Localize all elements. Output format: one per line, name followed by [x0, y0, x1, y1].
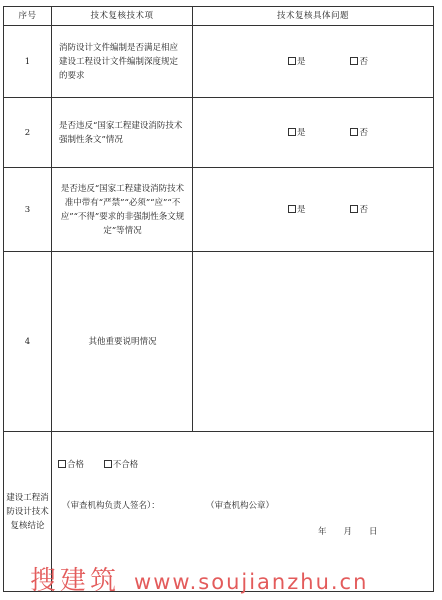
checkbox-icon: [288, 57, 296, 65]
fail-label: 不合格: [112, 460, 139, 470]
table-row: [4, 252, 434, 432]
technical-review-table: [3, 6, 434, 592]
conclusion-options: [58, 458, 155, 472]
checkbox-icon: [58, 460, 66, 468]
yes-option[interactable]: [288, 203, 306, 217]
header-item: 技术复核技术项: [52, 7, 193, 26]
row-number: 1: [4, 26, 52, 98]
row-answer: [193, 168, 434, 252]
fail-option[interactable]: [104, 460, 139, 470]
no-option[interactable]: [350, 55, 368, 69]
signature-line: （审查机构负责人签名）：: [62, 501, 160, 511]
checkbox-icon: [350, 205, 358, 213]
row-number: 3: [4, 168, 52, 252]
row-number: 4: [4, 252, 52, 432]
row-item-text: 其他重要说明情况: [52, 252, 193, 432]
date-line: 年 月 日: [318, 527, 378, 537]
checkbox-icon: [288, 128, 296, 136]
no-label: 否: [359, 127, 368, 138]
no-label: 否: [359, 204, 368, 215]
checkbox-icon: [288, 205, 296, 213]
watermark-url: www.soujianzhu.cn: [134, 570, 369, 594]
table-row: [4, 26, 434, 98]
pass-option[interactable]: [58, 460, 84, 470]
yes-option[interactable]: [288, 55, 306, 69]
no-option[interactable]: [350, 203, 368, 217]
header-no: 序号: [4, 7, 52, 26]
yes-option[interactable]: [288, 126, 306, 140]
watermark-cn: 搜建筑: [30, 566, 121, 596]
checkbox-icon: [350, 128, 358, 136]
checkbox-icon: [104, 460, 112, 468]
no-label: 否: [359, 56, 368, 67]
header-row: [4, 7, 434, 26]
seal-line: （审查机构公章）: [206, 501, 275, 511]
row-number: 2: [4, 98, 52, 168]
table-row: [4, 168, 434, 252]
yes-label: 是: [297, 56, 306, 67]
yes-label: 是: [297, 204, 306, 215]
row-answer: [193, 252, 434, 432]
yes-label: 是: [297, 127, 306, 138]
pass-label: 合格: [67, 460, 85, 470]
watermark: [30, 560, 368, 597]
table-row: [4, 98, 434, 168]
row-item-text: 是否违反“国家工程建设消防技术准中带有“严禁”“必须”“应”“不应”“不得”要求的非强制性条文规定”等情况: [52, 168, 193, 252]
row-answer: [193, 98, 434, 168]
checkbox-icon: [350, 57, 358, 65]
header-problem: 技术复核具体问题: [193, 7, 434, 26]
conclusion-label: 建设工程消防设计技术复核结论: [4, 432, 52, 592]
row-item-text: 消防设计文件编制是否满足相应建设工程设计文件编制深度规定的要求: [52, 26, 193, 98]
no-option[interactable]: [350, 126, 368, 140]
row-answer: [193, 26, 434, 98]
row-item-text: 是否违反“国家工程建设消防技术强制性条文”情况: [52, 98, 193, 168]
